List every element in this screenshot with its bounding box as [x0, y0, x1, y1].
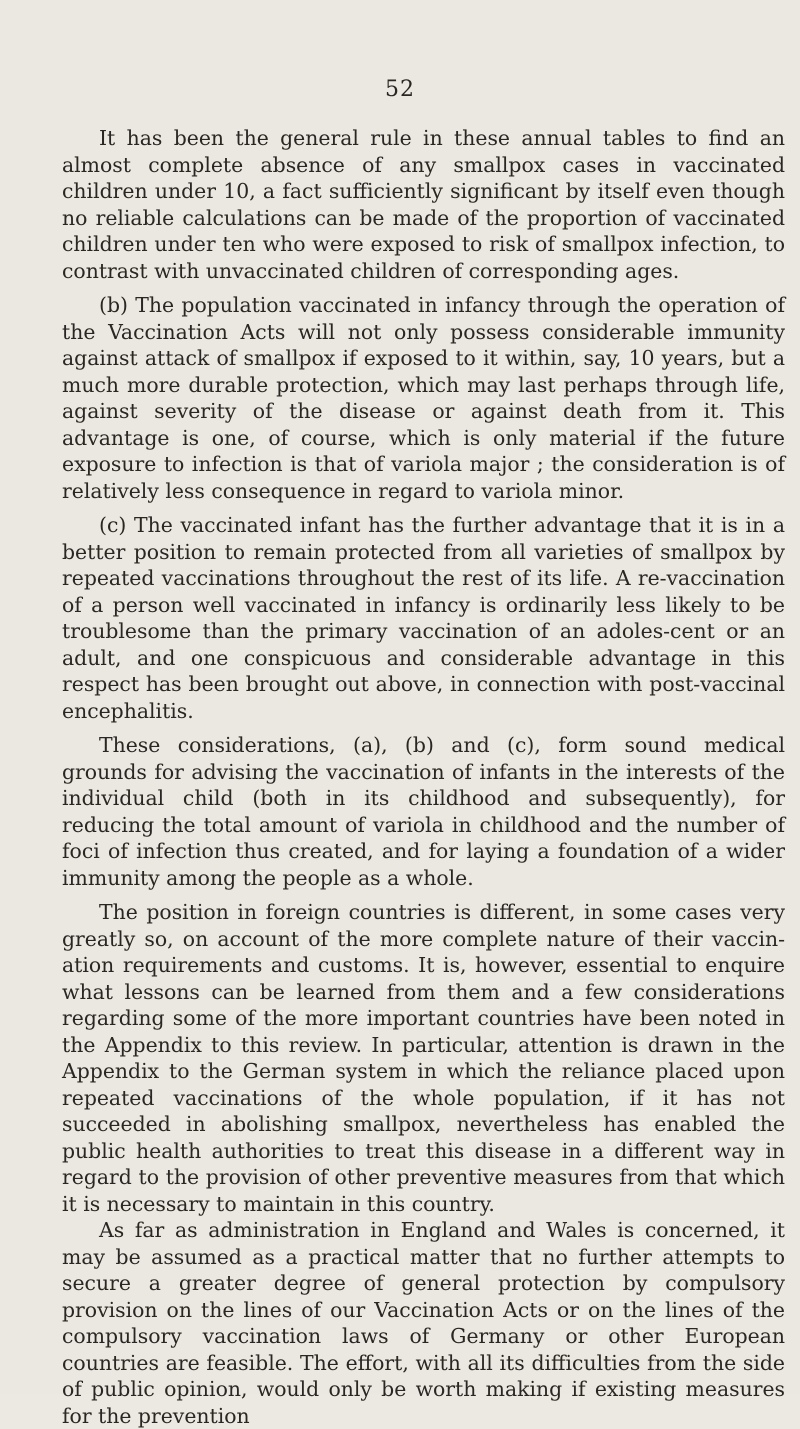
paragraph-smallpox-tables: It has been the general rule in these annual tables to find an almost complete absence of any smallpox cases in vaccinated children under 10, a fact sufficiently significant by itself even though no reliable calculations can be made of the proportion of vaccinated children under ten who were exposed to risk of smallpox infection, to contrast with unvaccinated children of corresponding ages. [62, 126, 785, 283]
paragraph-medical-grounds: These considerations, (a), (b) and (c), form sound medical grounds for advising the vaccination of infants in the interests of the individual child (both in its childhood and subsequently), for reducing the total amount of variola in childhood and the number of foci of infection thus created, and for laying a foundation of a wider immunity among the people as a whole. [62, 733, 785, 890]
paragraph-foreign-countries: The position in foreign countries is different, in some cases very greatly so, on account of the more complete nature of their vaccin-ation requirements and customs. It is, however, essential to enquire what lessons can be learned from them and a few considerations regarding some of the more important countries have been noted in the Appendix to this review. In particular, attention is drawn in the Appendix to the German system in which the reliance placed upon repeated vaccinations of the whole population, if it has not succeeded in abolishing smallpox, nevertheless has enabled the public health authorities to treat this disease in a different way in regard to the provision of other preventive measures from that which it is necessary to maintain in this country. [62, 900, 785, 1216]
page-number: 52 [385, 77, 415, 102]
paragraph-england-wales-administration: As far as administration in England and Wales is concerned, it may be assumed as a practical matter that no further attempts to secure a greater degree of general protection by compulsory provision on the lines of our Vaccination Acts or on the lines of the compulsory vaccination laws of Germany or other European countries are feasible. The effort, with all its difficulties from the side of public opinion, would only be worth making if existing measures for the prevention [62, 1218, 785, 1428]
paragraph-c-revaccination: (c) The vaccinated infant has the further advantage that it is in a better position to remain protected from all varieties of smallpox by repeated vaccinations throughout the rest of its life. A re-vaccination of a person well vaccinated in infancy is ordinarily less likely to be troublesome than the primary vaccination of an adoles-cent or an adult, and one conspicuous and considerable advantage in this respect has been brought out above, in connection with post-vaccinal encephalitis. [62, 513, 785, 723]
paragraph-b-infancy-vaccination: (b) The population vaccinated in infancy through the operation of the Vaccination Acts will not only possess considerable immunity against attack of smallpox if exposed to it within, say, 10 years, but a much more durable protection, which may last perhaps through life, against severity of the disease or against death from it. This advantage is one, of course, which is only material if the future exposure to infection is that of variola major ; the consideration is of relatively less consequence in regard to variola minor. [62, 293, 785, 503]
body-text [62, 125, 785, 1429]
